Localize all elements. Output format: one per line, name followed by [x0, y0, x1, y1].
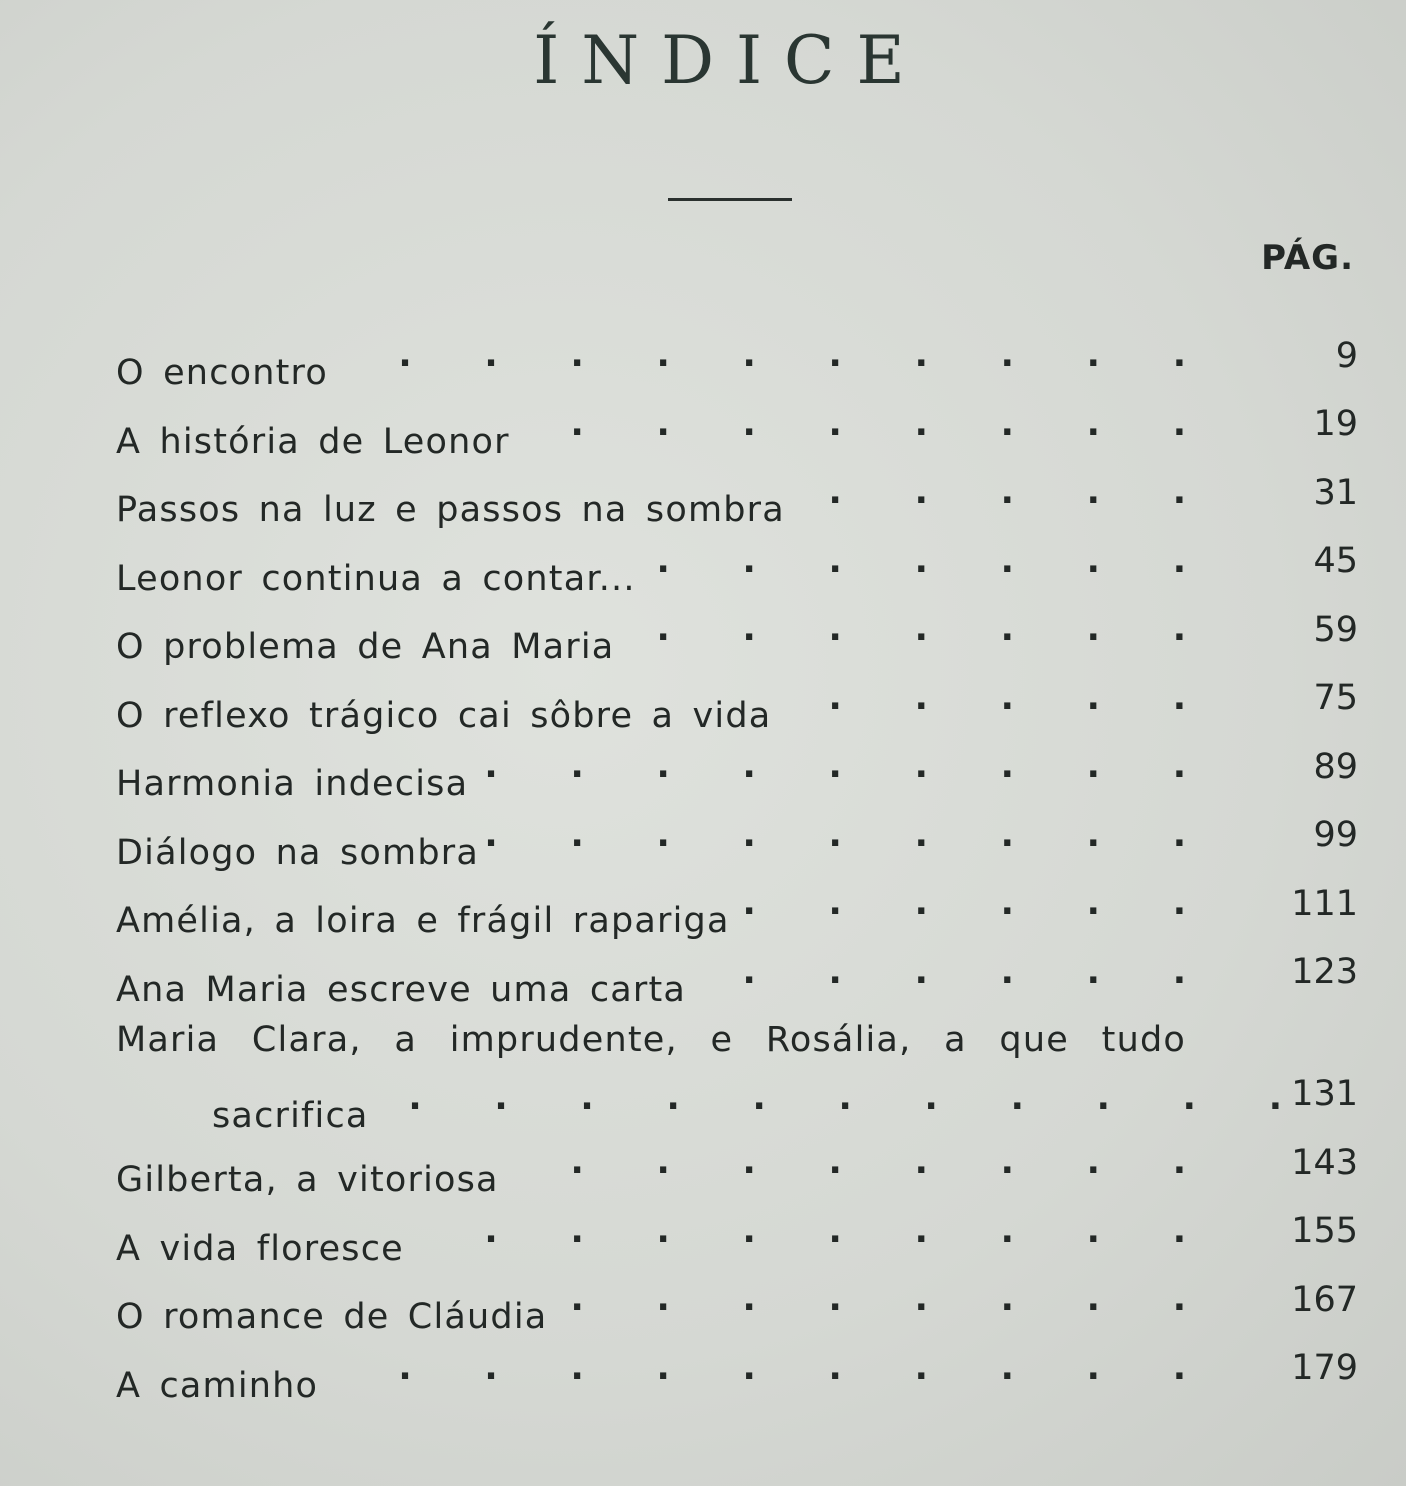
dot-leader — [474, 737, 1186, 795]
toc-entry — [116, 806, 1358, 875]
toc-entry — [116, 737, 1358, 806]
title-rule — [668, 198, 792, 201]
toc-entry — [116, 874, 1358, 943]
toc-entry-title: Harmonia indecisa — [116, 764, 469, 804]
dot-leader — [485, 806, 1186, 864]
toc-entry-title: O problema de Ana Maria — [116, 627, 615, 667]
toc-entry — [116, 1339, 1358, 1408]
toc-entry-title: O reflexo trágico cai sôbre a vida — [116, 695, 772, 736]
dot-leader — [334, 326, 1186, 384]
dot-leader — [736, 874, 1186, 932]
toc-entry-title: O romance de Cláudia — [116, 1297, 548, 1337]
toc-entry-title: Passos na luz e passos na sombra — [116, 490, 785, 530]
toc-entry-page: 45 — [1313, 541, 1358, 581]
toc-entry — [116, 1270, 1358, 1339]
toc-entry-title: A caminho — [116, 1365, 319, 1406]
toc-entry — [116, 600, 1358, 669]
toc-entry — [116, 1202, 1358, 1271]
toc-entry-page: 89 — [1313, 746, 1358, 787]
toc-entry-page: 59 — [1313, 609, 1358, 650]
toc-entry-title: Maria Clara, a imprudente, e Rosália, a que tudo — [116, 1020, 1186, 1060]
toc-entry-page: 75 — [1313, 678, 1358, 718]
toc-entry-title: Amélia, a loira e frágil rapariga — [116, 901, 730, 941]
toc-entry — [116, 1011, 1358, 1136]
toc-entry-title: Ana Maria escreve uma carta — [116, 969, 687, 1010]
toc-entry-title: A história de Leonor — [116, 421, 510, 462]
toc-entry-page: 155 — [1291, 1211, 1358, 1251]
toc-entry — [116, 1133, 1358, 1202]
toc-entry — [116, 395, 1358, 464]
dot-leader — [642, 532, 1186, 590]
dot-leader — [505, 1133, 1186, 1191]
dot-leader — [791, 463, 1186, 521]
toc-entry-page: 131 — [1291, 1074, 1358, 1114]
dot-leader — [516, 395, 1186, 453]
table-of-contents — [116, 326, 1358, 1407]
toc-entry-page: 143 — [1291, 1142, 1358, 1183]
toc-entry-page: 19 — [1313, 404, 1358, 444]
dot-leader — [553, 1270, 1186, 1328]
toc-entry — [116, 532, 1358, 601]
dot-leader — [324, 1339, 1186, 1397]
toc-entry-title: Leonor continua a contar... — [116, 558, 636, 599]
page-title: ÍNDICE — [533, 22, 927, 99]
toc-entry-page: 99 — [1313, 815, 1358, 855]
dot-leader — [620, 600, 1186, 658]
toc-entry-title-continued: sacrifica — [212, 1096, 369, 1136]
dot-leader — [375, 1069, 1282, 1127]
toc-entry-title: Gilberta, a vitoriosa — [116, 1160, 499, 1200]
dot-leader — [777, 669, 1186, 727]
toc-entry-page: 31 — [1313, 472, 1358, 513]
toc-entry-page: 179 — [1291, 1348, 1358, 1388]
toc-entry — [116, 669, 1358, 738]
toc-entry — [116, 326, 1358, 395]
toc-entry — [116, 463, 1358, 532]
toc-entry — [116, 943, 1358, 1012]
dot-leader — [410, 1202, 1186, 1260]
page-column-label: PÁG. — [1261, 238, 1354, 278]
toc-entry-page: 167 — [1291, 1279, 1358, 1320]
toc-entry-page: 9 — [1335, 335, 1358, 376]
toc-entry-title: Diálogo na sombra — [116, 832, 479, 873]
toc-entry-page: 123 — [1291, 952, 1358, 992]
dot-leader — [692, 943, 1186, 1001]
toc-entry-title: O encontro — [116, 353, 328, 393]
toc-entry-page: 111 — [1291, 883, 1358, 924]
toc-entry-title: A vida floresce — [116, 1228, 404, 1269]
